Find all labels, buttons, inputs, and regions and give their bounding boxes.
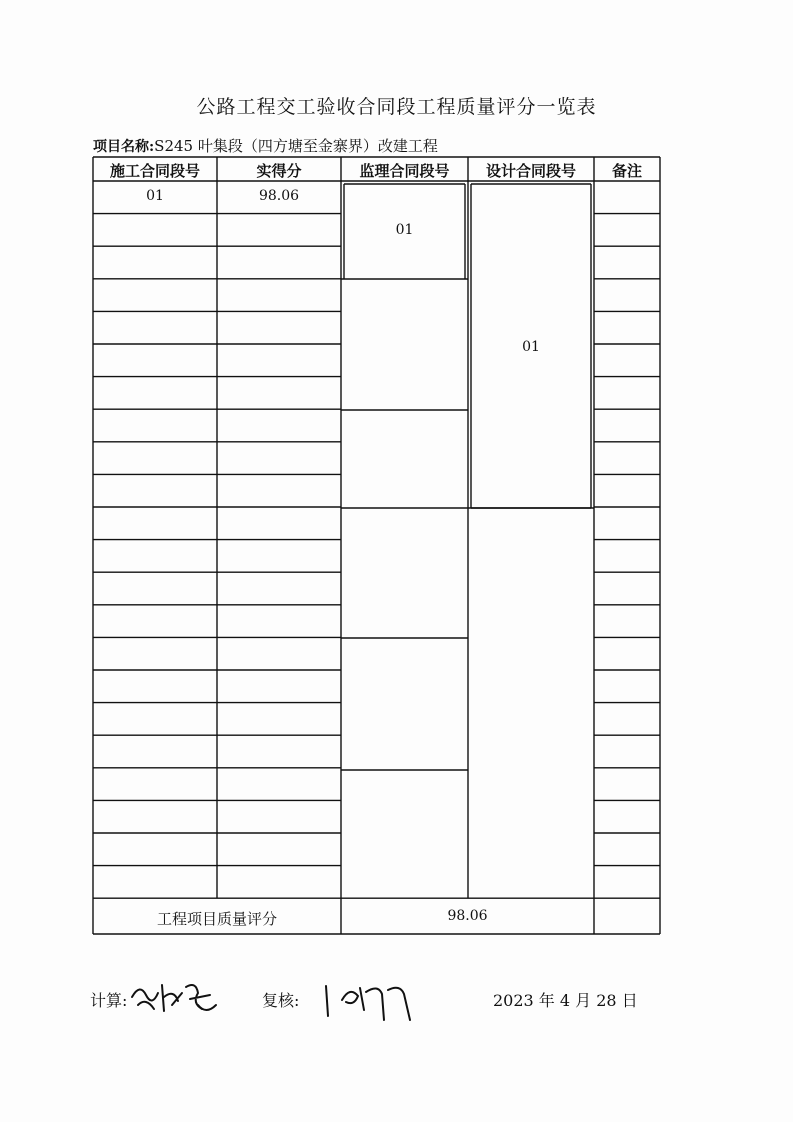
design-value: 01 bbox=[522, 339, 540, 355]
review-label: 复核: bbox=[262, 991, 300, 1010]
project-label: 项目名称: bbox=[93, 139, 155, 155]
header-remarks: 备注 bbox=[611, 162, 642, 180]
row-1-construction: 01 bbox=[146, 188, 164, 204]
document-title: 公路工程交工验收合同段工程质量评分一览表 bbox=[196, 96, 597, 118]
header-score: 实得分 bbox=[256, 162, 302, 180]
row-1-score: 98.06 bbox=[258, 188, 300, 204]
total-label: 工程项目质量评分 bbox=[156, 910, 277, 928]
calc-signature bbox=[128, 975, 228, 1019]
header-construction: 施工合同段号 bbox=[109, 162, 200, 180]
header-supervision: 监理合同段号 bbox=[359, 162, 450, 180]
review-signature bbox=[320, 980, 430, 1024]
header-design: 设计合同段号 bbox=[485, 162, 576, 180]
footer-date: 2023 年 4 月 28 日 bbox=[493, 991, 638, 1010]
project-value: S245 叶集段（四方塘至金寨界）改建工程 bbox=[154, 137, 438, 155]
supervision-value: 01 bbox=[395, 222, 414, 238]
calc-label: 计算: bbox=[90, 991, 128, 1010]
total-value: 98.06 bbox=[447, 908, 488, 924]
